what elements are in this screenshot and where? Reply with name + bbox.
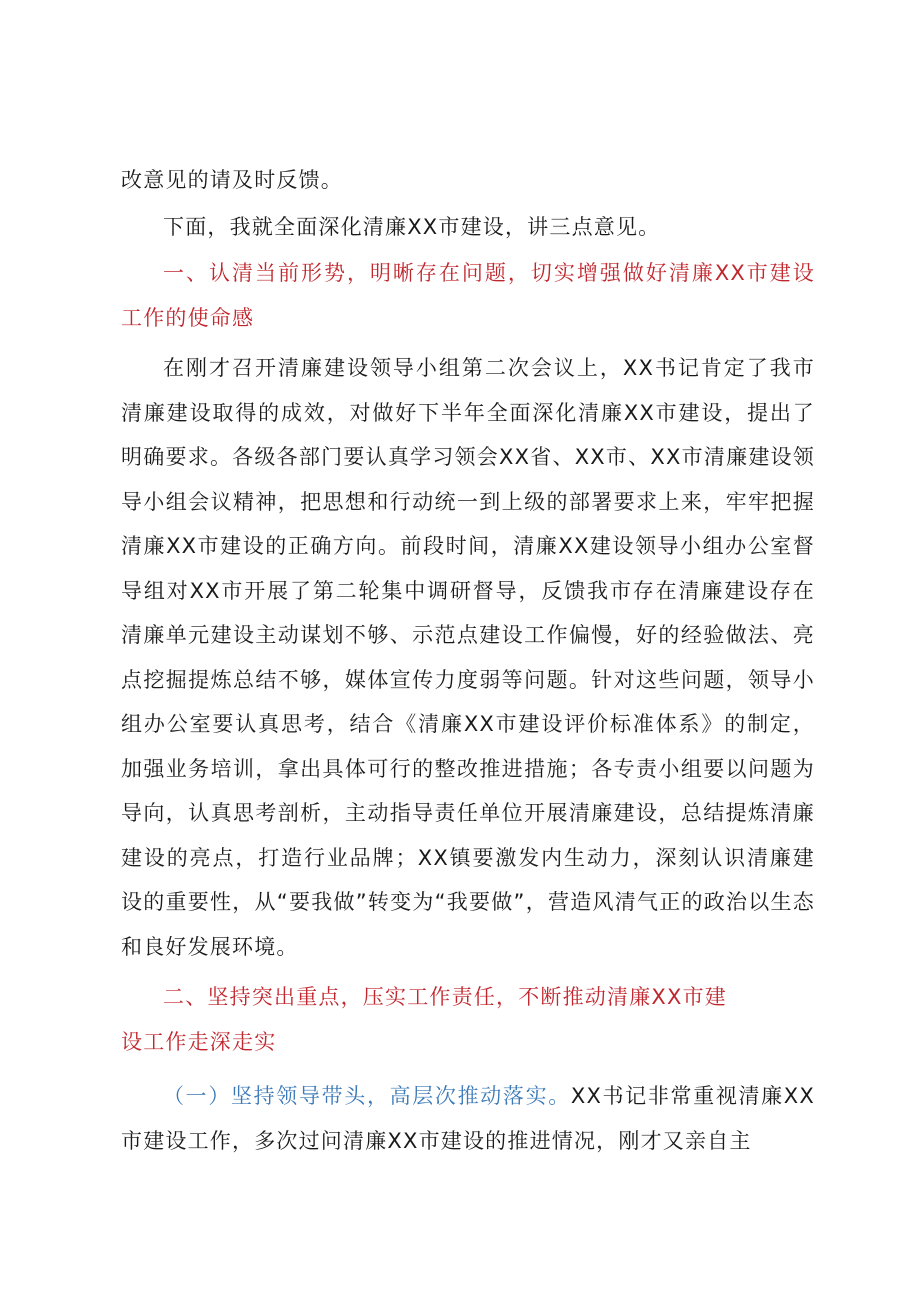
section-heading-1: 一、认清当前形势，明晰存在问题，切实增强做好清廉XX市建设工作的使命感 <box>121 261 815 330</box>
section-heading-2-line1: 二、坚持突出重点，压实工作责任，不断推动清廉XX市建 <box>163 985 727 1009</box>
paragraph-body-2 <box>121 1074 815 1163</box>
paragraph-intro: 下面，我就全面深化清廉XX市建设，讲三点意见。 <box>163 214 661 239</box>
paragraph-body-2-text: XX书记非常重视清廉XX市建设工作，多次过问清廉XX市建设的推进情况，刚才又亲自主 <box>121 1084 815 1153</box>
section-heading-2-line2: 设工作走深走实 <box>121 1029 277 1054</box>
paragraph-continuation: 改意见的请及时反馈。 <box>121 168 343 192</box>
subsection-heading-1: （一）坚持领导带头，高层次推动落实。 <box>163 1084 571 1108</box>
section-heading-2 <box>121 975 815 1064</box>
paragraph-body-1: 在刚才召开清廉建设领导小组第二次会议上，XX书记肯定了我市清廉建设取得的成效，对做好下半年全面深化清廉XX市建设，提出了明确要求。各级各部门要认真学习领会XX省、XX市、XX市清廉建设领导小组会议精神，把思想和行动统一到上级的部署要求上来，牢牢把握清廉XX市建设的正确方向。前段时间，清廉XX建设领导小组办公室督导组对XX市开展了第二轮集中调研督导，反馈我市存在清廉建设存在清廉单元建设主动谋划不够、示范点建设工作偏慢，好的经验做法、亮点挖掘提炼总结不够，媒体宣传力度弱等问题。针对这些问题，领导小组办公室要认真思考，结合《清廉XX市建设评价标准体系》的制定，加强业务培训，拿出具体可行的整改推进措施；各专责小组要以问题为导向，认真思考剖析，主动指导责任单位开展清廉建设，总结提炼清廉建设的亮点，打造行业品牌；XX镇要激发内生动力，深刻认识清廉建设的重要性，从“要我做”转变为“我要做”，营造风清气正的政治以生态和良好发展环境。 <box>121 356 815 959</box>
document-page <box>121 158 815 1163</box>
